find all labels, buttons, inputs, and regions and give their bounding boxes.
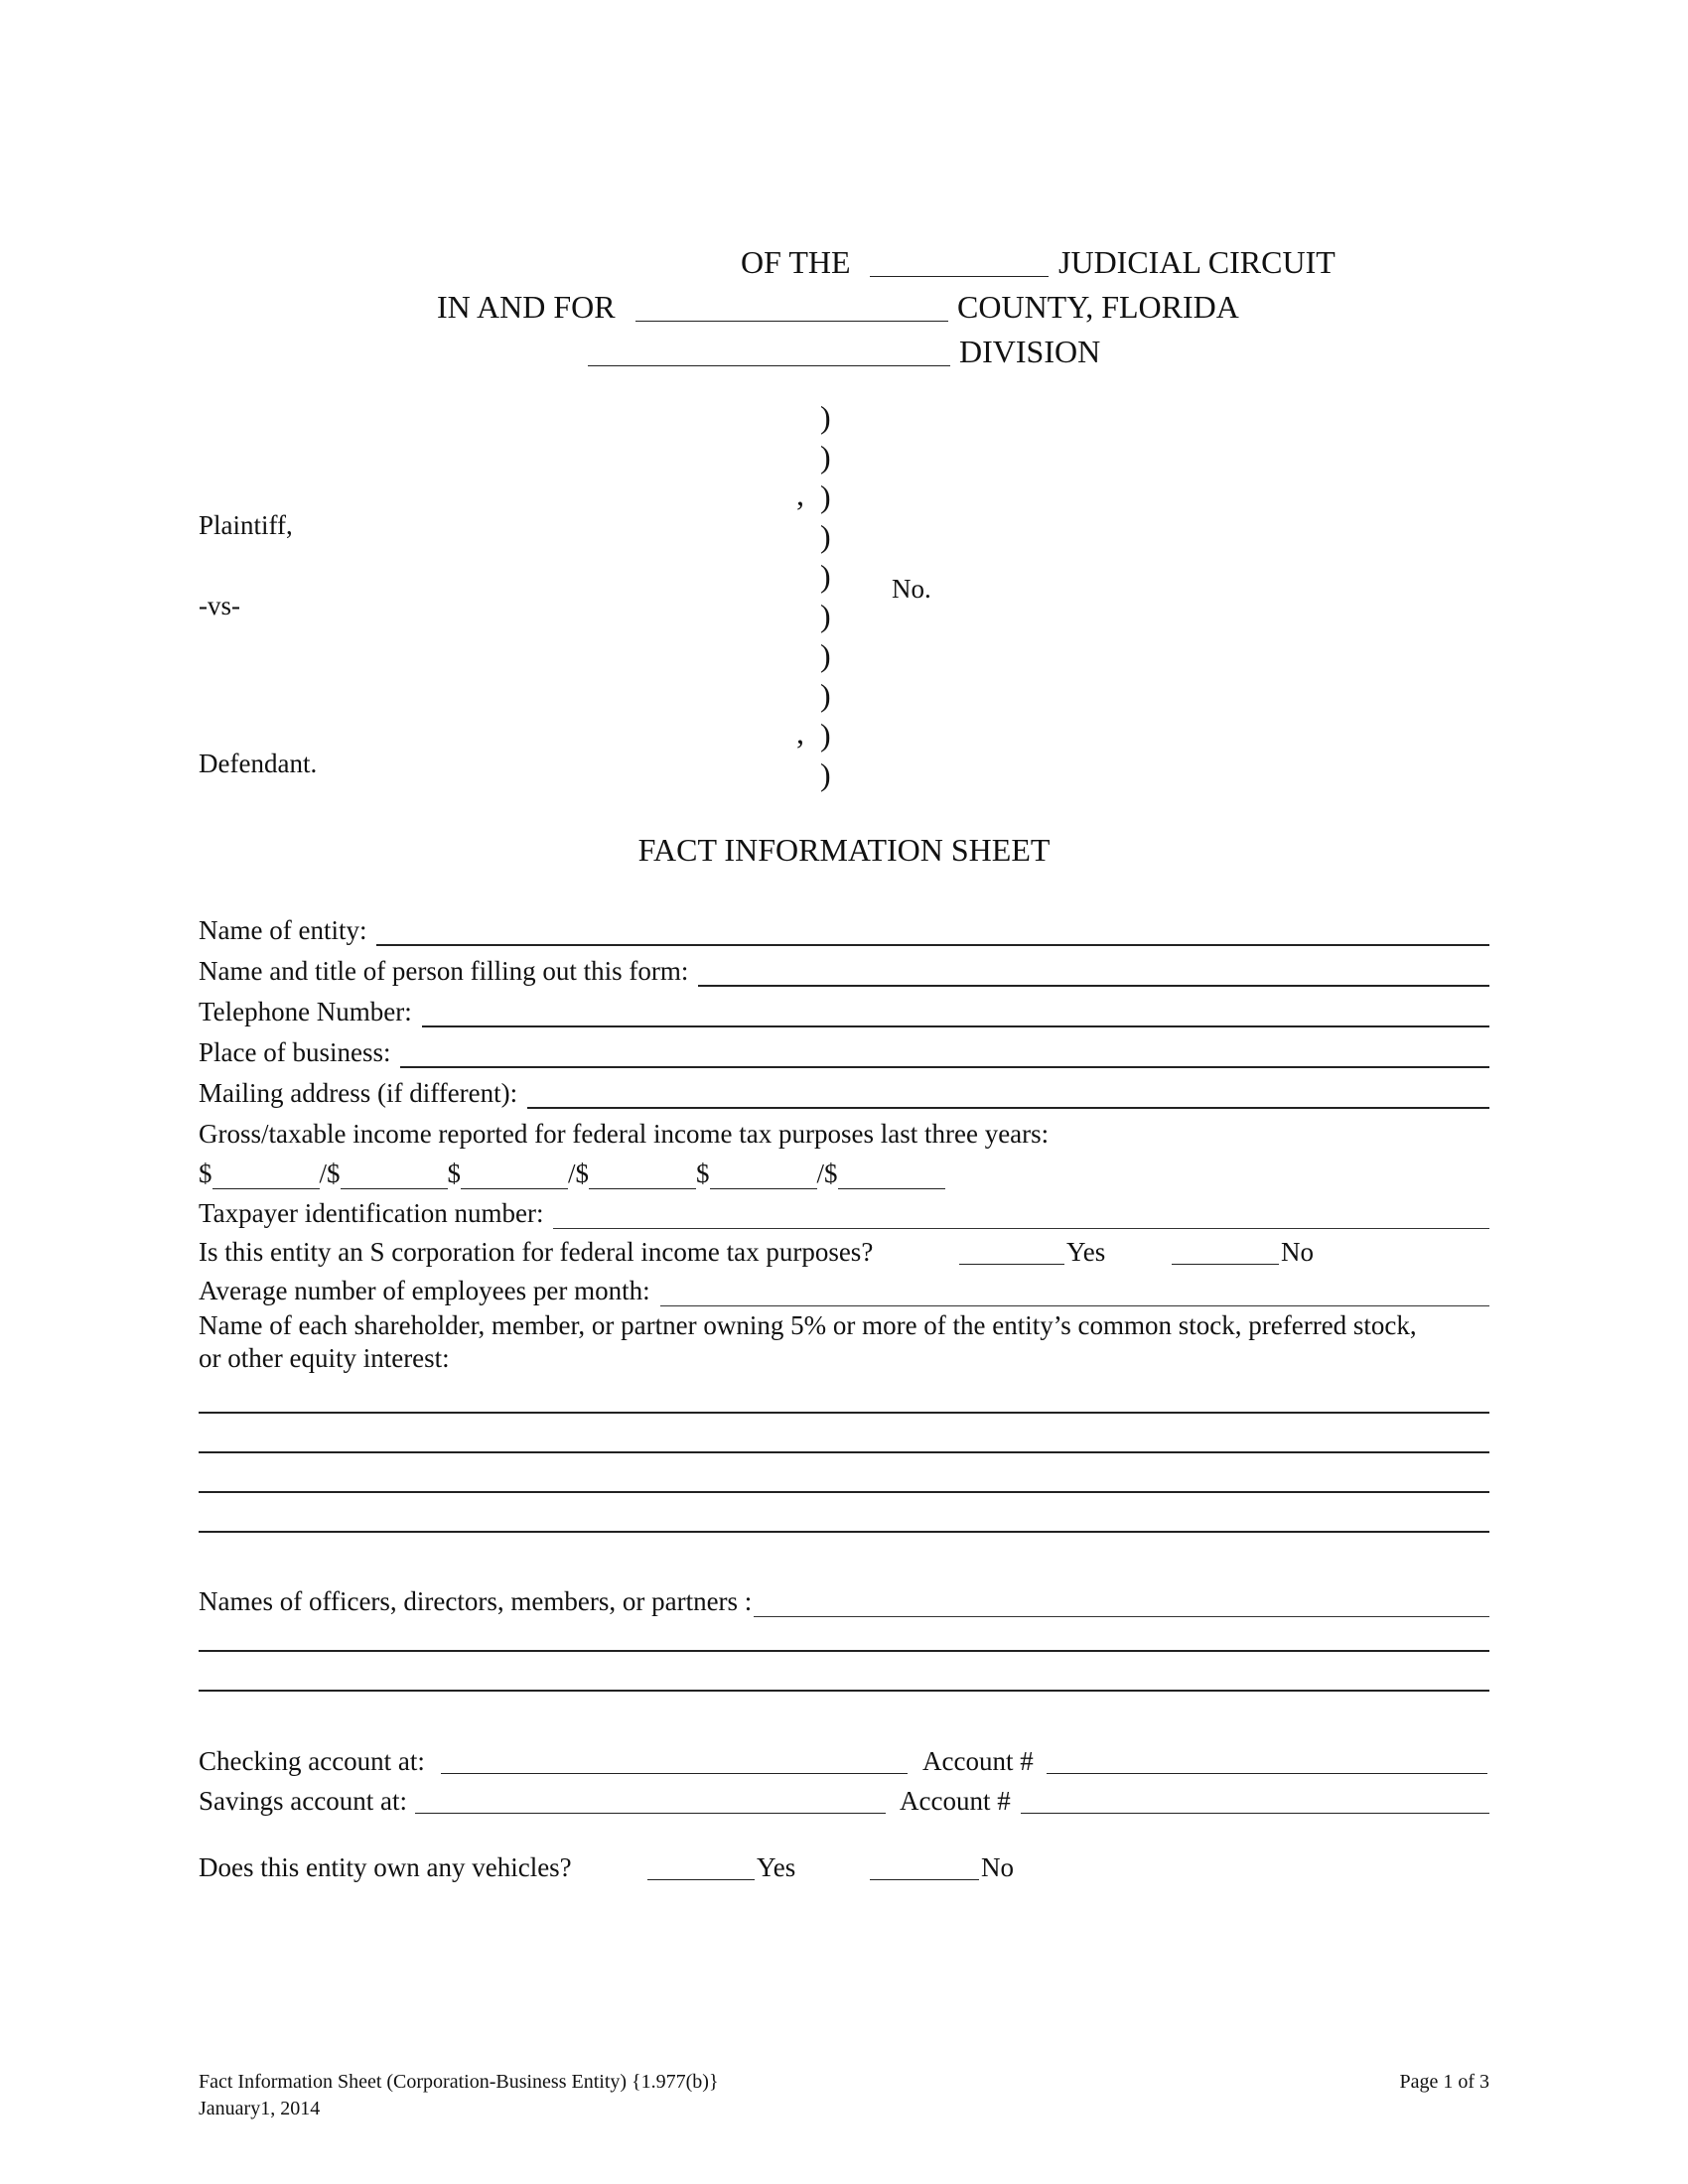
person-name-field: [199, 955, 1489, 987]
mailing-address-input[interactable]: [527, 1081, 1489, 1109]
checking-account-input[interactable]: [1047, 1747, 1487, 1774]
taxpayer-id-input[interactable]: [553, 1202, 1489, 1229]
income-year2-taxable-input[interactable]: [589, 1162, 696, 1189]
place-of-business-field: [199, 1036, 1489, 1068]
paren: ): [820, 558, 831, 594]
shareholders-input-line[interactable]: [199, 1412, 1489, 1414]
place-of-business-label: Place of business:: [199, 1037, 391, 1067]
checking-label: Checking account at:: [199, 1746, 425, 1776]
s-corp-yes-blank[interactable]: [959, 1238, 1064, 1265]
entity-name-input[interactable]: [376, 918, 1489, 946]
s-corp-yes-label: Yes: [1066, 1237, 1106, 1267]
county-blank[interactable]: [635, 295, 948, 322]
footer-form-name: Fact Information Sheet (Corporation-Business Entity) {1.977(b)}: [199, 2071, 719, 2093]
slash-dollar: /$: [568, 1159, 590, 1188]
income-year1-input[interactable]: [212, 1162, 320, 1189]
paren: ): [820, 677, 831, 713]
person-name-input[interactable]: [698, 959, 1489, 987]
checking-account-label: Account #: [922, 1746, 1034, 1776]
division-blank[interactable]: [588, 340, 950, 366]
paren: ): [820, 478, 831, 514]
taxpayer-id-field: [199, 1197, 1489, 1229]
income-year1-taxable-input[interactable]: [341, 1162, 448, 1189]
versus-label: -vs-: [199, 591, 240, 620]
place-of-business-input[interactable]: [400, 1040, 1489, 1068]
s-corp-no-label: No: [1281, 1237, 1314, 1267]
mailing-address-label: Mailing address (if different):: [199, 1078, 518, 1108]
dollar-sign: $: [199, 1159, 212, 1188]
entity-name-label: Name of entity:: [199, 915, 367, 945]
shareholders-label-line2: or other equity interest:: [199, 1343, 450, 1373]
caption-in-and-for: IN AND FOR: [437, 289, 616, 325]
slash-dollar: /$: [319, 1159, 341, 1188]
checking-bank-input[interactable]: [441, 1747, 908, 1774]
paren: ): [820, 717, 831, 752]
gross-income-label: Gross/taxable income reported for federal income tax purposes last three years:: [199, 1119, 1050, 1149]
s-corp-no-blank[interactable]: [1172, 1238, 1279, 1265]
footer-page-number: Page 1 of 3: [1399, 2071, 1489, 2093]
officers-input-line[interactable]: [199, 1650, 1489, 1652]
telephone-field: [199, 996, 1489, 1027]
caption-county-florida: COUNTY, FLORIDA: [957, 289, 1239, 325]
vehicles-label: Does this entity own any vehicles?: [199, 1852, 572, 1882]
shareholders-input-line[interactable]: [199, 1451, 1489, 1453]
officers-input[interactable]: [754, 1590, 1489, 1617]
footer-date: January1, 2014: [199, 2098, 321, 2119]
officers-label: Names of officers, directors, members, or partners :: [199, 1586, 753, 1616]
comma: ,: [796, 477, 804, 512]
savings-account-input[interactable]: [1021, 1787, 1489, 1814]
vehicles-no-blank[interactable]: [870, 1853, 979, 1880]
income-year2-input[interactable]: [461, 1162, 568, 1189]
paren: ): [820, 756, 831, 792]
slash-dollar: /$: [816, 1159, 838, 1188]
caption-judicial-circuit: JUDICIAL CIRCUIT: [1058, 244, 1336, 280]
s-corp-label: Is this entity an S corporation for federal income tax purposes?: [199, 1237, 874, 1267]
avg-employees-input[interactable]: [660, 1280, 1489, 1306]
telephone-label: Telephone Number:: [199, 997, 412, 1026]
telephone-input[interactable]: [422, 1000, 1489, 1027]
paren: ): [820, 598, 831, 633]
caption-division: DIVISION: [959, 334, 1101, 369]
vehicles-yes-blank[interactable]: [647, 1853, 755, 1880]
dollar-sign: $: [696, 1159, 710, 1188]
savings-account-label: Account #: [900, 1786, 1011, 1816]
avg-employees-field: [199, 1275, 1489, 1306]
taxpayer-id-label: Taxpayer identification number:: [199, 1198, 544, 1228]
avg-employees-label: Average number of employees per month:: [199, 1276, 650, 1305]
paren: ): [820, 399, 831, 435]
case-number-label: No.: [892, 574, 931, 604]
paren: ): [820, 518, 831, 554]
savings-bank-input[interactable]: [415, 1787, 886, 1814]
shareholders-input-line[interactable]: [199, 1531, 1489, 1533]
shareholders-label-line1: Name of each shareholder, member, or partner owning 5% or more of the entity’s common stock, preferred stock,: [199, 1310, 1417, 1340]
circuit-number-blank[interactable]: [870, 250, 1049, 277]
plaintiff-label: Plaintiff,: [199, 510, 293, 540]
vehicles-no-label: No: [981, 1852, 1014, 1882]
person-name-label: Name and title of person filling out this form:: [199, 956, 689, 986]
shareholders-input-line[interactable]: [199, 1491, 1489, 1493]
officers-field: [199, 1585, 1489, 1617]
comma: ,: [796, 715, 804, 751]
income-blanks: [199, 1158, 945, 1189]
paren: ): [820, 439, 831, 475]
vehicles-yes-label: Yes: [757, 1852, 796, 1882]
officers-input-line[interactable]: [199, 1690, 1489, 1692]
mailing-address-field: [199, 1077, 1489, 1109]
dollar-sign: $: [447, 1159, 462, 1188]
income-year3-input[interactable]: [710, 1162, 817, 1189]
savings-label: Savings account at:: [199, 1786, 407, 1816]
page-title: FACT INFORMATION SHEET: [637, 832, 1051, 868]
defendant-label: Defendant.: [199, 749, 318, 778]
entity-name-field: [199, 914, 1489, 946]
income-year3-taxable-input[interactable]: [838, 1162, 945, 1189]
caption-of-the: OF THE: [741, 244, 851, 280]
paren: ): [820, 637, 831, 673]
